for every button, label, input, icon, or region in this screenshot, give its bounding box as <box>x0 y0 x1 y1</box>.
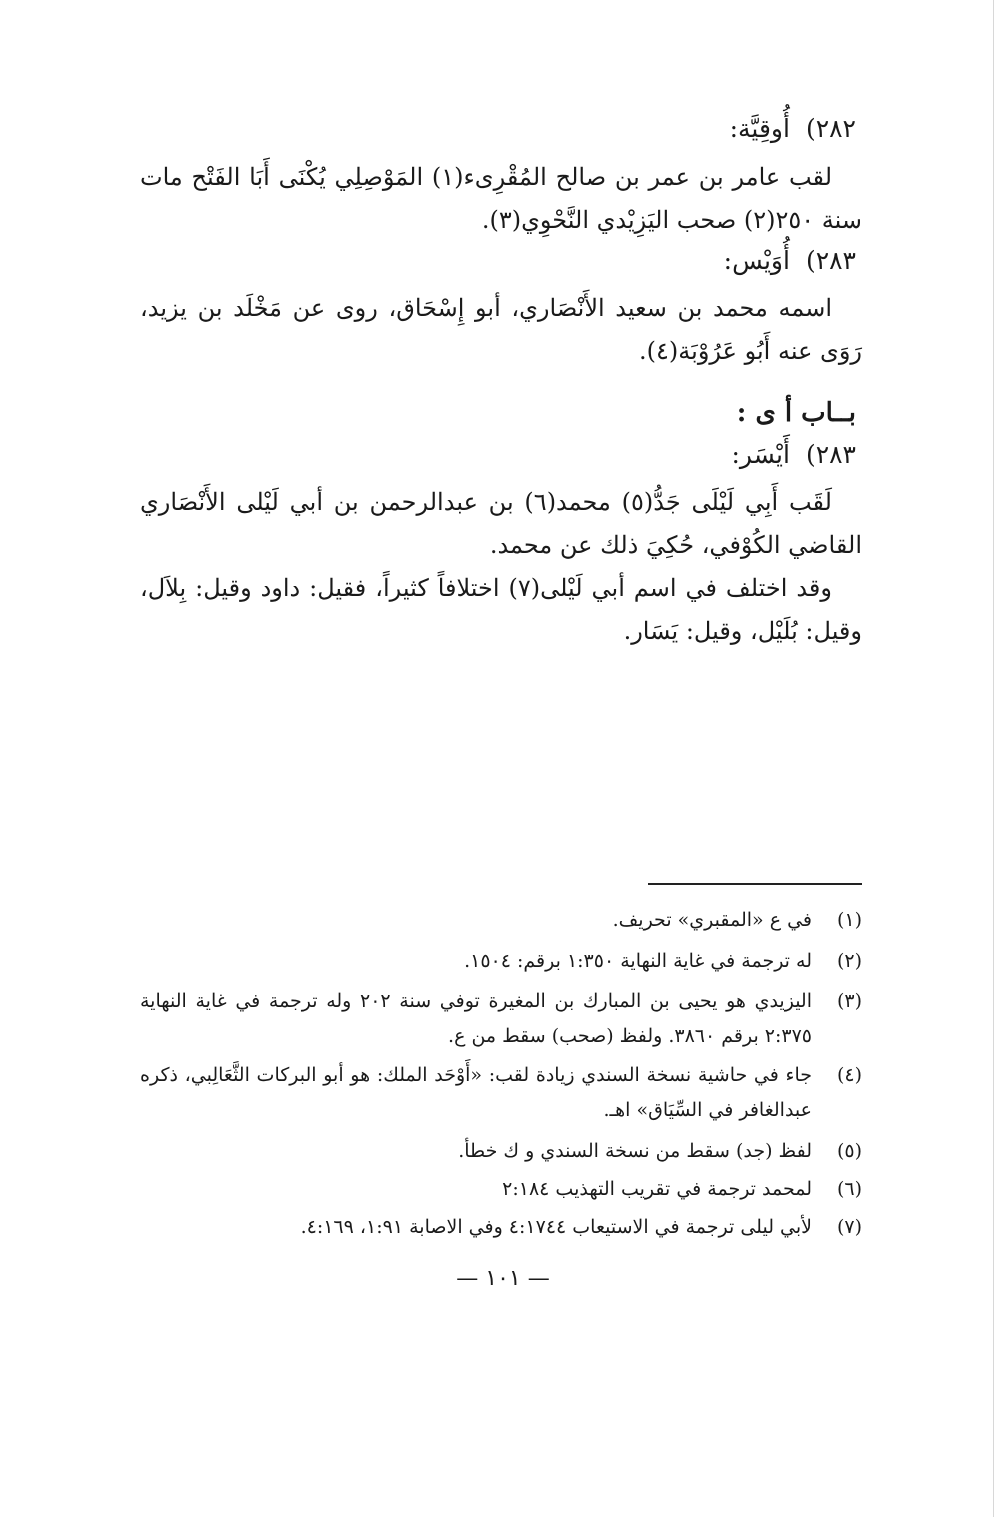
footnote-separator <box>648 883 862 885</box>
footnote-text: اليزيدي هو يحيى بن المبارك بن المغيرة توفي سنة ٢٠٢ وله ترجمة في غاية النهاية ٢:٣٧٥ برقم ٣٨٦٠. ولفظ (صحب) سقط من ع. <box>140 990 812 1047</box>
footnote-text: لأبي ليلى ترجمة في الاستيعاب ٤:١٧٤٤ وفي الاصابة ١:٩١، ٤:١٦٩. <box>300 1216 812 1238</box>
entry-body-continued <box>140 567 862 653</box>
footnote-text: له ترجمة في غاية النهاية ١:٣٥٠ برقم: ١٥٠٤. <box>464 950 812 972</box>
entry-number: ٢٨٣) <box>805 246 856 275</box>
footnote-number: (١) <box>836 909 862 931</box>
footnote-text: جاء في حاشية نسخة السندي زيادة لقب: «أَوْحَد الملك: هو أبو البركات الثَّعَالِبي، ذكره عبدالغافر في السِّيَاق» اهـ. <box>140 1064 812 1121</box>
entry-number: ٢٨٢) <box>805 114 856 143</box>
entry-heading <box>724 244 856 278</box>
entry-body <box>140 481 862 567</box>
entry-text: اسمه محمد بن سعيد الأَنْصَاري، أبو إِسْحَاق، روى عن مَخْلَد بن يزيد، رَوَى عنه أَبُو عَرُوْبَة(٤). <box>140 294 862 365</box>
footnote-number: (٦) <box>836 1178 862 1200</box>
footnote-number: (٧) <box>836 1216 862 1238</box>
entry-heading <box>730 112 856 146</box>
footnote-text: لمحمد ترجمة في تقريب التهذيب ٢:١٨٤ <box>502 1178 812 1200</box>
section-heading: بــاب أ ى : <box>736 398 856 428</box>
footnote-number: (٥) <box>836 1140 862 1162</box>
entry-title: أَيْسَر: <box>731 440 790 469</box>
page-number: — ١٠١ — <box>456 1266 550 1291</box>
entry-body <box>140 287 862 373</box>
entry-text: لَقَب أَبِي لَيْلَى جَدُّ(٥) محمد(٦) بن عبدالرحمن بن أبي لَيْلى الأَنْصَاري القاضي الكُوْفي، حُكِيَ ذلك عن محمد. <box>140 488 862 559</box>
footnote <box>140 1134 862 1169</box>
entry-body <box>140 156 862 242</box>
entry-heading <box>732 438 857 472</box>
entry-text: وقد اختلف في اسم أبي لَيْلى(٧) اختلافاً كثيراً، فقيل: داود وقيل: بِلاَل، وقيل: بُلَيْل، وقيل: يَسَار. <box>140 574 862 645</box>
footnote-number: (٢) <box>836 950 862 972</box>
footnote-text: في ع «المقبري» تحريف. <box>612 909 812 931</box>
footnote-number: (٣) <box>836 990 862 1012</box>
footnote <box>140 1058 862 1128</box>
footnote <box>140 903 862 938</box>
entry-title: أُوَيْس: <box>723 246 790 275</box>
footnote <box>140 1210 862 1245</box>
footnote-number: (٤) <box>836 1064 862 1086</box>
footnote <box>140 1172 862 1207</box>
entry-number: ٢٨٣) <box>805 440 856 469</box>
footnote <box>140 984 862 1054</box>
entry-title: أُوقِيَّة: <box>729 114 790 143</box>
entry-text: لقب عامر بن عمر بن صالح المُقْرِىء(١) المَوْصِلِي يُكْنَى أَبَا الفَتْح مات سنة ٢٥٠(٢) صحب اليَزِيْدي النَّحْوِي(٣). <box>140 163 862 234</box>
footnote-text: لفظ (جد) سقط من نسخة السندي و ك خطأ. <box>458 1140 812 1162</box>
footnote <box>140 944 862 979</box>
